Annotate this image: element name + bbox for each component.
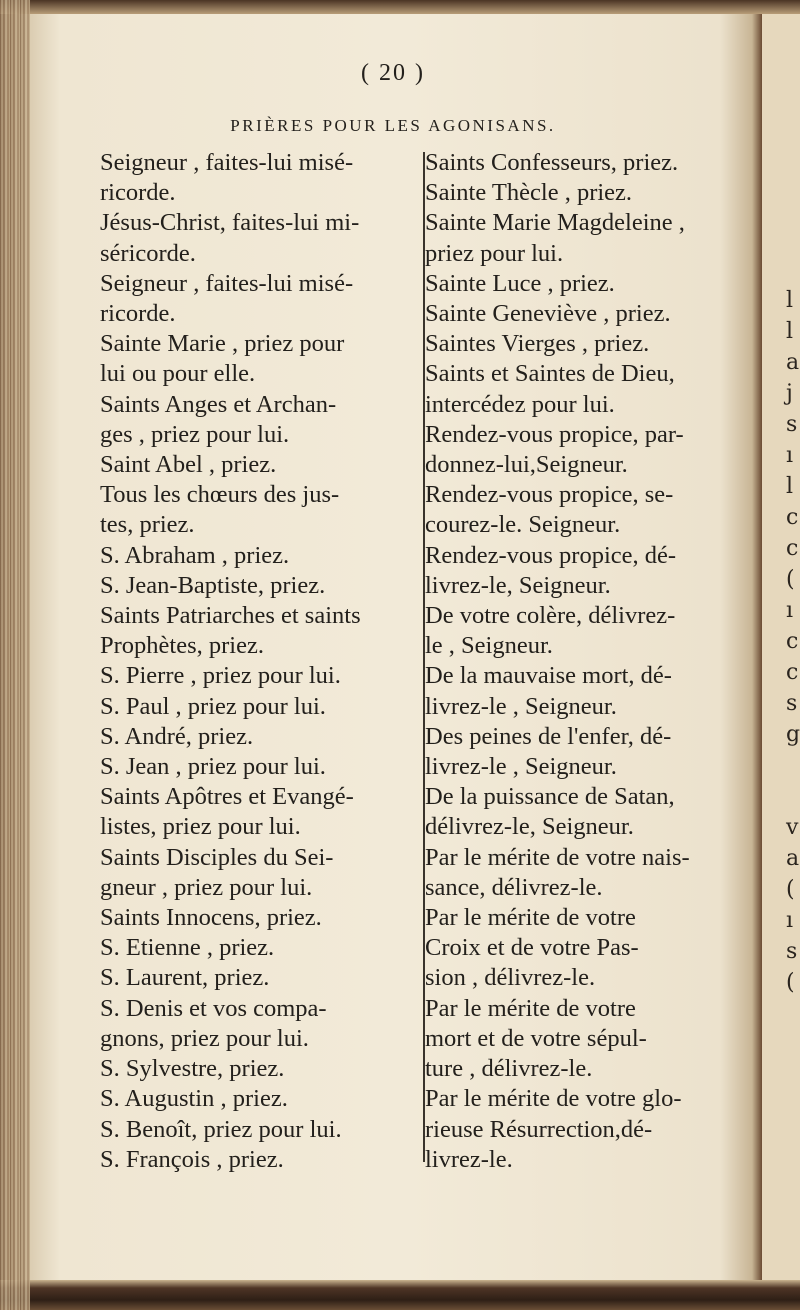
litany-entry bbox=[100, 963, 418, 993]
litany-line: livrez-le, Seigneur. bbox=[425, 571, 611, 599]
litany-line: Saints Confesseurs, priez. bbox=[425, 149, 679, 176]
litany-entry bbox=[100, 933, 418, 963]
next-page-glyph: l bbox=[786, 319, 794, 344]
book-spine bbox=[0, 0, 30, 1310]
litany-line: le , Seigneur. bbox=[425, 632, 553, 660]
litany-entry bbox=[100, 661, 418, 691]
litany-entry bbox=[100, 903, 418, 933]
litany-entry bbox=[425, 843, 737, 903]
litany-entry bbox=[425, 208, 737, 268]
next-page-glyph: ( bbox=[786, 877, 795, 902]
litany-line: Par le mérite de votre bbox=[425, 904, 636, 932]
litany-line: S. Abraham , priez. bbox=[100, 541, 290, 569]
next-page-glyph: c bbox=[786, 505, 799, 530]
litany-entry bbox=[425, 329, 737, 359]
litany-entry bbox=[100, 601, 418, 661]
litany-line: gnons, priez pour lui. bbox=[100, 1024, 309, 1052]
litany-entry bbox=[100, 450, 418, 480]
running-head: PRIÈRES POUR LES AGONISANS. bbox=[230, 116, 556, 135]
litany-line: S. Jean , priez pour lui. bbox=[100, 753, 326, 781]
litany-entry bbox=[100, 692, 418, 722]
next-page-glyph: a bbox=[786, 350, 800, 375]
litany-line: Sainte Marie , priez pour bbox=[100, 330, 345, 358]
litany-line: délivrez-le, Seigneur. bbox=[425, 813, 634, 841]
next-page-glyph: l bbox=[786, 288, 794, 313]
next-page-glyph bbox=[786, 755, 800, 786]
litany-line: courez-le. Seigneur. bbox=[425, 511, 621, 539]
litany-entry bbox=[425, 722, 737, 782]
litany-entry bbox=[425, 269, 737, 299]
litany-entry bbox=[100, 843, 418, 903]
litany-line: Par le mérite de votre nais- bbox=[425, 843, 690, 871]
litany-line: Saints Apôtres et Evangé- bbox=[100, 783, 354, 811]
litany-line: mort et de votre sépul- bbox=[425, 1024, 647, 1052]
litany-entry bbox=[100, 390, 418, 450]
next-page-glyph: g bbox=[786, 722, 800, 747]
litany-entry bbox=[100, 571, 418, 601]
litany-entry bbox=[425, 782, 737, 842]
next-page-glyph: s bbox=[786, 939, 798, 964]
litany-line: ricorde. bbox=[100, 300, 176, 328]
next-page-glyph: j bbox=[786, 381, 793, 406]
litany-line: Sainte Luce , priez. bbox=[425, 269, 615, 297]
litany-line: ricorde. bbox=[100, 179, 176, 207]
litany-line: De votre colère, délivrez- bbox=[425, 602, 676, 630]
next-page-glyph: ı bbox=[786, 598, 794, 623]
litany-line: Rendez-vous propice, se- bbox=[425, 481, 674, 509]
right-column bbox=[425, 148, 737, 1175]
litany-line: Seigneur , faites-lui misé- bbox=[100, 269, 354, 297]
litany-entry bbox=[425, 541, 737, 601]
litany-entry bbox=[100, 541, 418, 571]
litany-entry bbox=[100, 722, 418, 752]
litany-line: Par le mérite de votre bbox=[425, 994, 636, 1022]
litany-entry bbox=[100, 148, 418, 208]
next-page-letters bbox=[786, 290, 800, 1003]
litany-line: ges , priez pour lui. bbox=[100, 420, 290, 448]
litany-entry bbox=[100, 1115, 418, 1145]
left-column bbox=[100, 148, 418, 1175]
litany-line: S. Sylvestre, priez. bbox=[100, 1055, 285, 1083]
litany-line: Rendez-vous propice, dé- bbox=[425, 541, 677, 569]
litany-entry bbox=[100, 208, 418, 268]
litany-line: Sainte Geneviève , priez. bbox=[425, 300, 671, 328]
litany-entry bbox=[425, 178, 737, 208]
litany-entry bbox=[100, 782, 418, 842]
litany-line: Saints Disciples du Sei- bbox=[100, 843, 334, 871]
litany-line: Tous les chœurs des jus- bbox=[100, 481, 340, 509]
litany-entry bbox=[425, 148, 737, 178]
litany-entry bbox=[100, 752, 418, 782]
litany-line: donnez-lui,Seigneur. bbox=[425, 451, 628, 479]
litany-line: Saints Anges et Archan- bbox=[100, 390, 337, 418]
litany-entry bbox=[100, 329, 418, 389]
litany-line: sance, délivrez-le. bbox=[425, 873, 603, 901]
litany-entry bbox=[425, 1084, 737, 1175]
litany-entry bbox=[100, 1145, 418, 1175]
litany-line: Croix et de votre Pas- bbox=[425, 934, 639, 962]
litany-entry bbox=[425, 359, 737, 419]
litany-line: S. Etienne , priez. bbox=[100, 934, 275, 962]
litany-entry bbox=[425, 420, 737, 480]
litany-entry bbox=[425, 601, 737, 661]
next-page-glyph: a bbox=[786, 846, 800, 871]
litany-entry bbox=[425, 480, 737, 540]
litany-line: rieuse Résurrection,dé- bbox=[425, 1115, 653, 1143]
litany-line: S. Denis et vos compa- bbox=[100, 994, 327, 1022]
litany-line: Par le mérite de votre glo- bbox=[425, 1085, 682, 1113]
litany-line: Sainte Thècle , priez. bbox=[425, 179, 633, 207]
litany-line: S. Augustin , priez. bbox=[100, 1085, 288, 1113]
litany-entry bbox=[100, 1084, 418, 1114]
litany-line: S. Paul , priez pour lui. bbox=[100, 692, 326, 720]
litany-line: tes, priez. bbox=[100, 511, 195, 539]
litany-line: S. Jean-Baptiste, priez. bbox=[100, 571, 326, 599]
litany-line: séricorde. bbox=[100, 239, 196, 267]
next-page-glyph bbox=[786, 786, 800, 817]
litany-entry bbox=[425, 661, 737, 721]
litany-line: S. Laurent, priez. bbox=[100, 964, 270, 992]
litany-line: intercédez pour lui. bbox=[425, 390, 615, 418]
next-page-glyph: ı bbox=[786, 443, 794, 468]
next-page-glyph: c bbox=[786, 629, 799, 654]
litany-line: Rendez-vous propice, par- bbox=[425, 420, 684, 448]
litany-line: listes, priez pour lui. bbox=[100, 813, 301, 841]
next-page-glyph: ( bbox=[786, 567, 795, 592]
litany-line: priez pour lui. bbox=[425, 239, 564, 267]
next-page-glyph: ı bbox=[786, 908, 794, 933]
litany-entry bbox=[100, 1054, 418, 1084]
litany-line: De la puissance de Satan, bbox=[425, 783, 675, 811]
litany-line: De la mauvaise mort, dé- bbox=[425, 662, 672, 690]
litany-line: sion , délivrez-le. bbox=[425, 964, 596, 992]
litany-line: livrez-le , Seigneur. bbox=[425, 753, 617, 781]
litany-line: Saintes Vierges , priez. bbox=[425, 330, 650, 358]
litany-entry bbox=[425, 299, 737, 329]
litany-line: Des peines de l'enfer, dé- bbox=[425, 722, 672, 750]
litany-line: Saints et Saintes de Dieu, bbox=[425, 360, 675, 388]
litany-line: Saints Innocens, priez. bbox=[100, 904, 322, 932]
litany-line: Jésus-Christ, faites-lui mi- bbox=[100, 209, 360, 237]
bottom-page-edge bbox=[0, 1280, 800, 1310]
next-page-glyph: c bbox=[786, 660, 799, 685]
litany-line: Seigneur , faites-lui misé- bbox=[100, 149, 354, 176]
litany-line: Saints Patriarches et saints bbox=[100, 602, 361, 630]
book-page bbox=[30, 12, 756, 1280]
litany-line: ture , délivrez-le. bbox=[425, 1055, 593, 1083]
litany-line: gneur , priez pour lui. bbox=[100, 873, 313, 901]
next-page-glyph: v bbox=[786, 815, 799, 840]
litany-entry bbox=[100, 994, 418, 1054]
litany-entry bbox=[425, 903, 737, 994]
next-page-glyph: s bbox=[786, 691, 798, 716]
page-number: ( 20 ) bbox=[361, 60, 425, 86]
litany-line: Sainte Marie Magdeleine , bbox=[425, 209, 685, 237]
litany-line: S. Benoît, priez pour lui. bbox=[100, 1115, 342, 1143]
litany-line: livrez-le , Seigneur. bbox=[425, 692, 617, 720]
litany-line: S. François , priez. bbox=[100, 1145, 284, 1173]
litany-entry bbox=[100, 269, 418, 329]
next-page-glyph: s bbox=[786, 412, 798, 437]
litany-line: S. Pierre , priez pour lui. bbox=[100, 662, 341, 690]
next-page-glyph: c bbox=[786, 536, 799, 561]
litany-line: S. André, priez. bbox=[100, 722, 254, 750]
litany-line: lui ou pour elle. bbox=[100, 360, 256, 388]
litany-line: Prophètes, priez. bbox=[100, 632, 264, 660]
litany-line: livrez-le. bbox=[425, 1145, 513, 1173]
next-page-glyph: l bbox=[786, 474, 794, 499]
litany-entry bbox=[100, 480, 418, 540]
next-page-glyph: ( bbox=[786, 970, 795, 995]
litany-entry bbox=[425, 994, 737, 1085]
litany-line: Saint Abel , priez. bbox=[100, 451, 277, 479]
